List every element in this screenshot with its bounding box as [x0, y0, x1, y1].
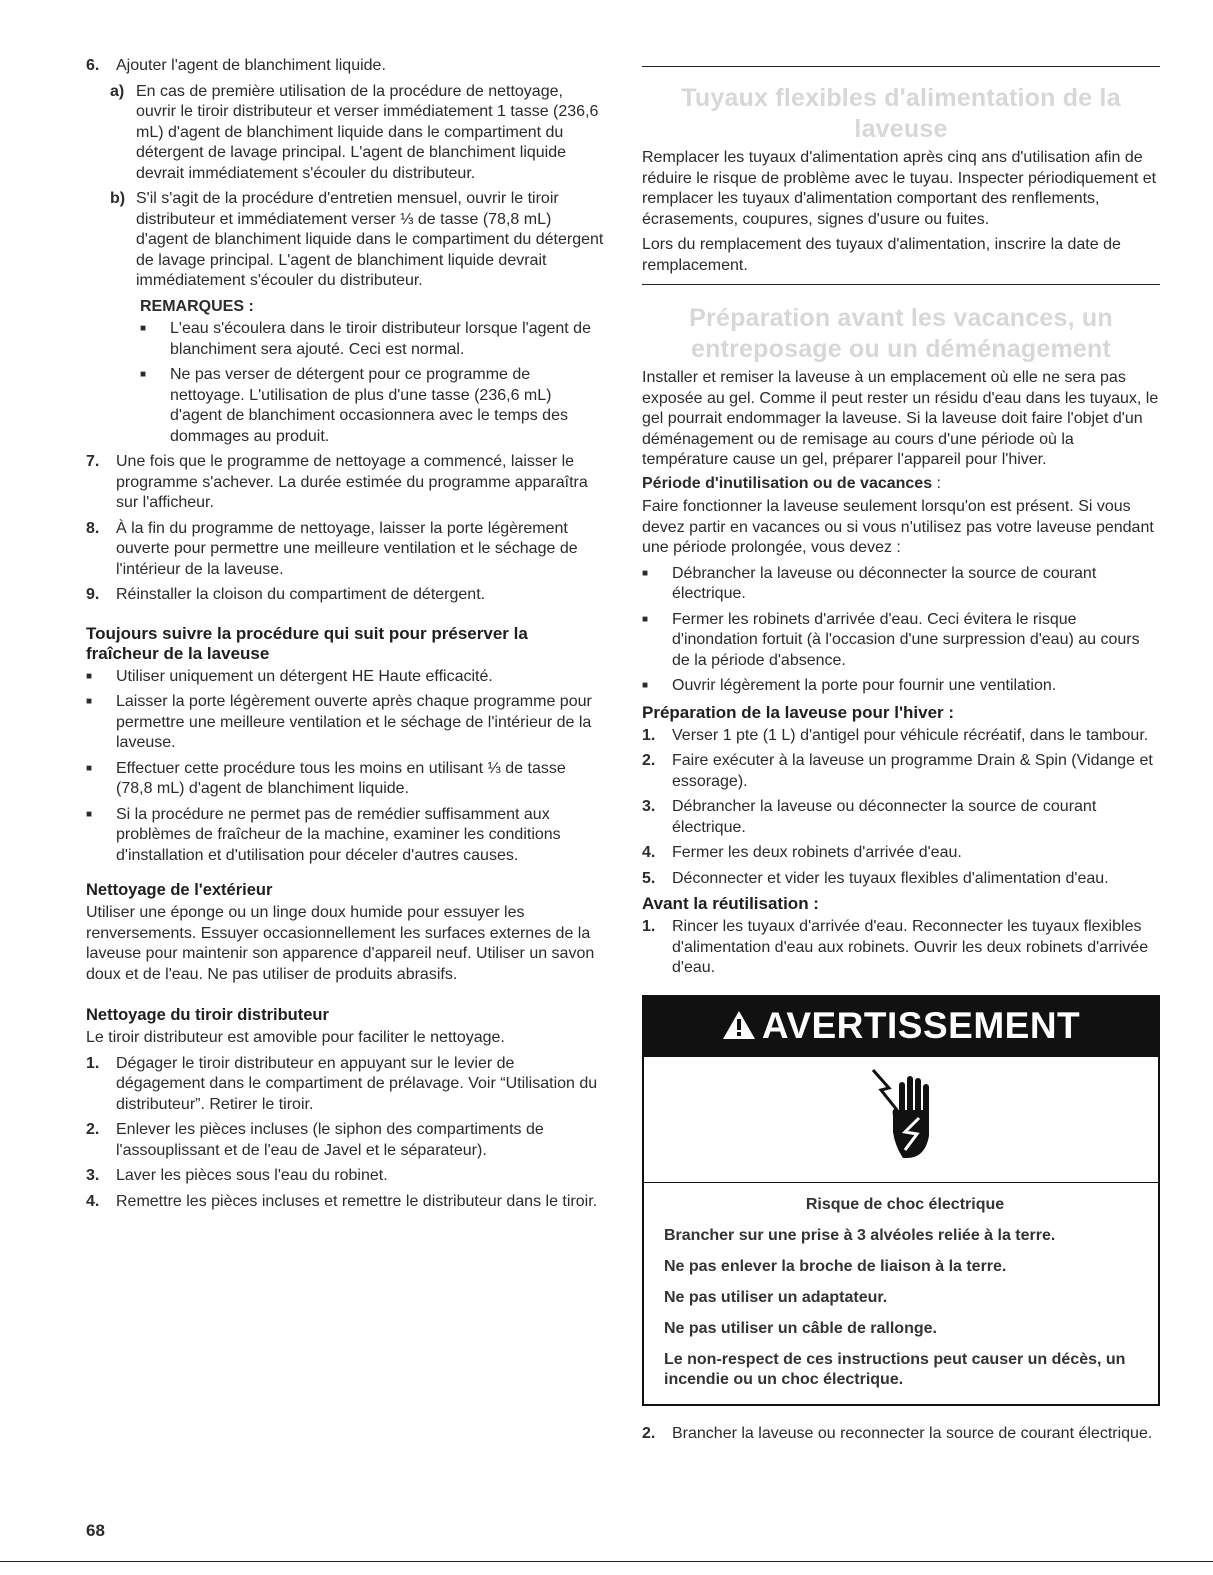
nonuse-colon: :	[932, 474, 941, 492]
winter-step-5	[642, 869, 1160, 890]
bottom-rule	[0, 1561, 1213, 1562]
sub-step-letter: a)	[110, 82, 125, 100]
step-number: 6.	[86, 57, 100, 74]
electric-shock-hand-icon	[861, 1066, 941, 1173]
nonuse-text: Faire fonctionner la laveuse seulement lorsqu'on est présent. Si vous devez partir en vacances ou si vous n'utilisez pas votre laveuse pendant une période prolongée, vous devez :	[642, 498, 1154, 556]
step-number: 9.	[86, 586, 100, 603]
warning-line: Ne pas utiliser un adaptateur.	[664, 1288, 888, 1306]
step-6a	[110, 82, 604, 185]
warning-box	[642, 995, 1160, 1406]
step-text: Brancher la laveuse ou reconnecter la source de courant électrique.	[672, 1424, 1153, 1442]
exterior-heading: Nettoyage de l'extérieur	[86, 881, 273, 899]
step-6b	[110, 189, 604, 292]
step-number: 3.	[86, 1167, 100, 1184]
list-item-text: Utiliser uniquement un détergent HE Haute efficacité.	[116, 667, 493, 685]
bullet-icon: ■	[140, 323, 147, 334]
step-text: Fermer les deux robinets d'arrivée d'eau.	[672, 844, 962, 861]
winter-step-4	[642, 843, 1160, 864]
bullet-icon: ■	[86, 762, 93, 774]
step-number: 1.	[642, 726, 656, 744]
list-item-text: Débrancher la laveuse ou déconnecter la source de courant électrique.	[672, 564, 1097, 602]
remarks-label: REMARQUES :	[140, 297, 254, 315]
list-item-text: Ouvrir légèrement la porte pour fournir une ventilation.	[672, 677, 1057, 694]
list-item-text: Ne pas verser de détergent pour ce programme de nettoyage. L'utilisation de plus d'une tasse (236,6 mL) d'agent de blanchiment occasionnera avec le temps des dommages au produit.	[170, 366, 568, 445]
warning-risk: Risque de choc électrique	[805, 1195, 1005, 1213]
warning-triangle-icon	[722, 999, 756, 1057]
warning-line: Ne pas utiliser un câble de rallonge.	[664, 1319, 937, 1337]
section-divider	[642, 66, 1160, 67]
warning-label: AVERTISSEMENT	[761, 1004, 1081, 1046]
vacation-title-line-1: Préparation avant les vacances, un	[689, 304, 1113, 332]
list-item-text: Laisser la porte légèrement ouverte après chaque programme pour permettre une meilleure ventilation et le séchage de l'intérieur de la laveuse.	[116, 693, 592, 751]
list-item	[642, 564, 1160, 605]
step-number: 2.	[642, 1424, 656, 1442]
bullet-icon: ■	[140, 369, 147, 380]
step-text: Une fois que le programme de nettoyage a commencé, laisser le programme s'achever. La durée estimée du programme apparaîtra sur l'afficheur.	[116, 453, 588, 511]
step-number: 5.	[642, 869, 656, 887]
warning-icon-area	[644, 1057, 1158, 1183]
left-column	[86, 56, 604, 1217]
vacation-intro: Installer et remiser la laveuse à un emplacement où elle ne sera pas exposée au gel. Comme il peut rester un résidu d'eau dans les tuyaux, le gel pourrait endommager la laveuse. Si la laveuse doit faire l'objet d'un déménagement ou de remisage au cours d'une période où la température cause un gel, préparer l'appareil pour l'hiver.	[642, 369, 1159, 468]
step-number: 2.	[86, 1121, 100, 1138]
drawer-intro: Le tiroir distributeur est amovible pour faciliter le nettoyage.	[86, 1029, 505, 1046]
drawer-step-4	[86, 1192, 604, 1213]
step-text: Faire exécuter à la laveuse un programme Drain & Spin (Vidange et essorage).	[672, 752, 1153, 790]
winter-step-1	[642, 726, 1160, 747]
reuse-heading: Avant la réutilisation :	[642, 894, 819, 913]
step-text: Déconnecter et vider les tuyaux flexibles d'alimentation d'eau.	[672, 869, 1109, 887]
list-item	[642, 676, 1160, 697]
sub-step-text: S'il s'agit de la procédure d'entretien mensuel, ouvrir le tiroir distributeur et immédiatement verser ⅓ de tasse (78,8 mL) d'agent de blanchiment liquide dans le compartiment du détergent de lavage principal. L'agent de blanchiment liquide devrait immédiatement s'écouler du distributeur.	[136, 190, 604, 289]
warning-line: Brancher sur une prise à 3 alvéoles reliée à la terre.	[664, 1226, 1056, 1244]
step-7	[86, 452, 604, 514]
list-item	[86, 805, 604, 867]
warning-header	[644, 997, 1158, 1057]
right-column	[642, 66, 1160, 1449]
drawer-heading: Nettoyage du tiroir distributeur	[86, 1006, 329, 1024]
step-text: Remettre les pièces incluses et remettre le distributeur dans le tiroir.	[116, 1192, 598, 1210]
step-number: 2.	[642, 752, 656, 769]
warning-text	[644, 1183, 1158, 1404]
step-text: Débrancher la laveuse ou déconnecter la source de courant électrique.	[672, 798, 1097, 836]
step-number: 8.	[86, 519, 100, 537]
warning-line: Le non-respect de ces instructions peut causer un décès, un incendie ou un choc électrique.	[664, 1350, 1126, 1388]
remarks-list	[140, 319, 604, 447]
bullet-icon: ■	[86, 670, 93, 682]
step-number: 1.	[86, 1054, 100, 1072]
winter-heading: Préparation de la laveuse pour l'hiver :	[642, 702, 955, 722]
step-number: 4.	[642, 844, 656, 861]
reuse-step-1	[642, 917, 1160, 979]
list-item	[140, 365, 604, 447]
nonuse-list	[642, 564, 1160, 697]
step-9	[86, 585, 604, 606]
list-item	[86, 667, 604, 688]
freshness-heading: Toujours suivre la procédure qui suit pour préserver la fraîcheur de la laveuse	[86, 623, 528, 663]
page-number: 68	[86, 1521, 105, 1540]
warning-line: Ne pas enlever la broche de liaison à la terre.	[664, 1257, 1007, 1275]
reuse-step-2	[642, 1424, 1160, 1445]
sub-step-text: En cas de première utilisation de la procédure de nettoyage, ouvrir le tiroir distributeur et verser immédiatement 1 tasse (236,6 mL) d'agent de blanchiment liquide dans le compartiment du détergent de lavage principal. L'agent de blanchiment liquide devrait immédiatement s'écouler du distributeur.	[136, 82, 599, 182]
step-text: Verser 1 pte (1 L) d'antigel pour véhicule récréatif, dans le tambour.	[672, 726, 1149, 744]
sub-step-letter: b)	[110, 190, 126, 207]
hoses-text-2: Lors du remplacement des tuyaux d'alimentation, inscrire la date de remplacement.	[642, 236, 1121, 274]
bullet-icon: ■	[86, 696, 93, 707]
bullet-icon: ■	[642, 680, 649, 691]
step-text: Dégager le tiroir distributeur en appuyant sur le levier de dégagement dans le compartiment de prélavage. Voir “Utilisation du distributeur”. Retirer le tiroir.	[116, 1054, 598, 1113]
nonuse-label: Période d'inutilisation ou de vacances	[642, 474, 933, 492]
vacation-title-line-2: entreposage ou un déménagement	[691, 335, 1111, 363]
drawer-step-3	[86, 1166, 604, 1187]
winter-step-3	[642, 797, 1160, 838]
section-divider	[642, 284, 1160, 285]
list-item-text: Fermer les robinets d'arrivée d'eau. Ceci évitera le risque d'inondation fortuit (à l'occasion d'une surpression d'eau) au cours de la période d'absence.	[672, 610, 1140, 669]
step-number: 1.	[642, 918, 656, 935]
exterior-text: Utiliser une éponge ou un linge doux humide pour essuyer les renversements. Essuyer occasionnellement les surfaces externes de la laveuse pour maintenir son apparence d'appareil neuf. Utiliser un savon doux et de l'eau. Ne pas utiliser de produits abrasifs.	[86, 904, 595, 983]
bullet-icon: ■	[642, 613, 649, 625]
step-text: Rincer les tuyaux d'arrivée d'eau. Reconnecter les tuyaux flexibles d'alimentation d'eau aux robinets. Ouvrir les deux robinets d'arrivée d'eau.	[672, 918, 1149, 976]
drawer-step-2	[86, 1120, 604, 1161]
nonuse-heading	[642, 474, 1160, 495]
step-text: Ajouter l'agent de blanchiment liquide.	[116, 57, 386, 74]
list-item-text: L'eau s'écoulera dans le tiroir distributeur lorsque l'agent de blanchiment sera ajouté. Ceci est normal.	[170, 320, 591, 358]
step-text: Réinstaller la cloison du compartiment de détergent.	[116, 586, 486, 603]
step-6	[86, 56, 604, 77]
hoses-text-1: Remplacer les tuyaux d'alimentation après cinq ans d'utilisation afin de réduire le risque de problème avec le tuyau. Inspecter périodiquement et remplacer les tuyaux d'alimentation comportant des renflements, écrasements, coupures, signes d'usure ou fuites.	[642, 149, 1157, 228]
list-item	[642, 610, 1160, 672]
step-text: Enlever les pièces incluses (le siphon des compartiments de l'assouplissant et de l'eau de Javel et le séparateur).	[116, 1121, 544, 1159]
step-text: À la fin du programme de nettoyage, laisser la porte légèrement ouverte pour permettre une meilleure ventilation et le séchage de l'intérieur de la laveuse.	[116, 519, 578, 578]
list-item	[140, 319, 604, 360]
list-item	[86, 692, 604, 754]
winter-step-2	[642, 751, 1160, 792]
step-text: Laver les pièces sous l'eau du robinet.	[116, 1167, 388, 1184]
drawer-step-1	[86, 1054, 604, 1116]
list-item-text: Effectuer cette procédure tous les moins en utilisant ⅓ de tasse (78,8 mL) d'agent de blanchiment liquide.	[116, 759, 566, 797]
freshness-list	[86, 667, 604, 867]
bullet-icon: ■	[86, 808, 93, 820]
step-number: 3.	[642, 798, 656, 815]
step-number: 4.	[86, 1192, 100, 1210]
step-8	[86, 519, 604, 581]
step-number: 7.	[86, 453, 100, 470]
hoses-title: Tuyaux flexibles d'alimentation de la laveuse	[681, 84, 1121, 143]
bullet-icon: ■	[642, 567, 649, 579]
list-item	[86, 759, 604, 800]
list-item-text: Si la procédure ne permet pas de remédier suffisamment aux problèmes de fraîcheur de la machine, examiner les conditions d'installation et d'utilisation pour déceler d'autres causes.	[116, 805, 561, 864]
